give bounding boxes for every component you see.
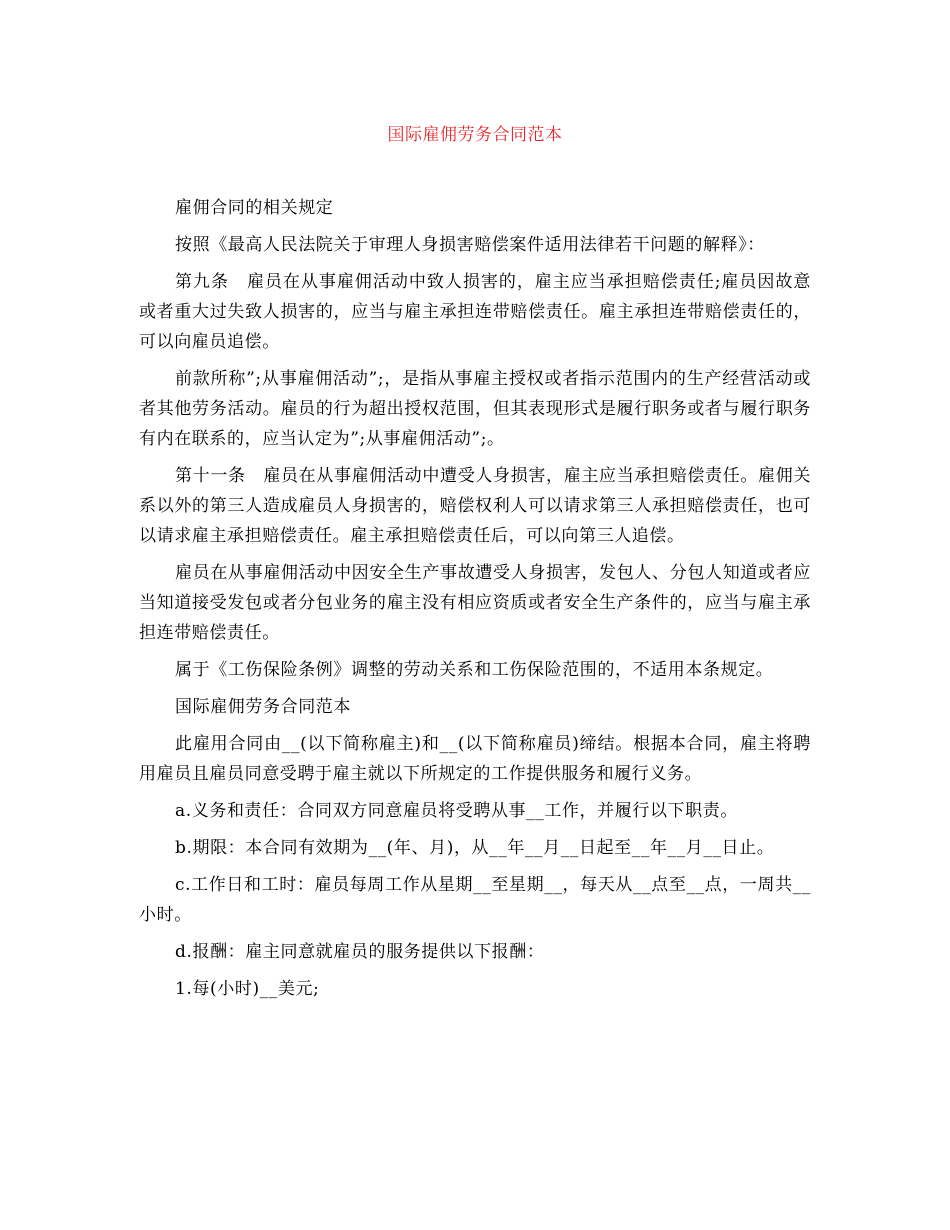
document-title: 国际雇佣劳务合同范本 xyxy=(387,125,563,145)
paragraph-safety-accident: 雇员在从事雇佣活动中因安全生产事故遭受人身损害，发包人、分包人知道或者应当知道接受发包或者分包业务的雇主没有相应资质或者安全生产条件的，应当与雇主承担连带赔偿责任。 xyxy=(139,563,811,643)
paragraph-employment-rules-heading: 雇佣合同的相关规定 xyxy=(175,198,334,218)
paragraph-contract-template-heading: 国际雇佣劳务合同范本 xyxy=(175,697,351,717)
paragraph-article-11: 第十一条 雇员在从事雇佣活动中遭受人身损害，雇主应当承担赔偿责任。雇佣关系以外的第三人造成雇员人身损害的，赔偿权利人可以请求第三人承担赔偿责任，也可以请求雇主承担赔偿责任。雇主承担赔偿责任后，可以向第三人追偿。 xyxy=(139,466,811,546)
paragraph-work-injury-exclusion: 属于《工伤保险条例》调整的劳动关系和工伤保险范围的，不适用本条规定。 xyxy=(175,660,774,680)
paragraph-article-9: 第九条 雇员在从事雇佣活动中致人损害的，雇主应当承担赔偿责任;雇员因故意或者重大过失致人损害的，应当与雇主承担连带赔偿责任。雇主承担连带赔偿责任的，可以向雇员追偿。 xyxy=(139,272,811,352)
paragraph-clause-d-pay: d.报酬：雇主同意就雇员的服务提供以下报酬： xyxy=(175,942,545,962)
paragraph-judicial-interpretation: 按照《最高人民法院关于审理人身损害赔偿案件适用法律若干问题的解释》： xyxy=(175,235,765,255)
document-body xyxy=(139,193,811,1011)
paragraph-employment-activity-definition: 前款所称”;从事雇佣活动”;，是指从事雇主授权或者指示范围内的生产经营活动或者其他劳务活动。雇员的行为超出授权范围，但其表现形式是履行职务或者与履行职务有内在联系的，应当认定为”;从事雇佣活动”;。 xyxy=(139,369,811,449)
paragraph-clause-c-hours: c.工作日和工时：雇员每周工作从星期__至星期__，每天从__点至__点，一周共__小时。 xyxy=(139,875,811,925)
paragraph-pay-item-1: 1.每(小时)__美元; xyxy=(175,979,320,999)
paragraph-clause-a-duties: a.义务和责任：合同双方同意雇员将受聘从事__工作，并履行以下职责。 xyxy=(175,801,738,821)
paragraph-contract-parties: 此雇用合同由__(以下简称雇主)和__(以下简称雇员)缔结。根据本合同，雇主将聘用雇员且雇员同意受聘于雇主就以下所规定的工作提供服务和履行义务。 xyxy=(139,734,811,784)
paragraph-clause-b-term: b.期限：本合同有效期为__(年、月)，从__年__月__日起至__年__月__日止。 xyxy=(175,838,775,858)
